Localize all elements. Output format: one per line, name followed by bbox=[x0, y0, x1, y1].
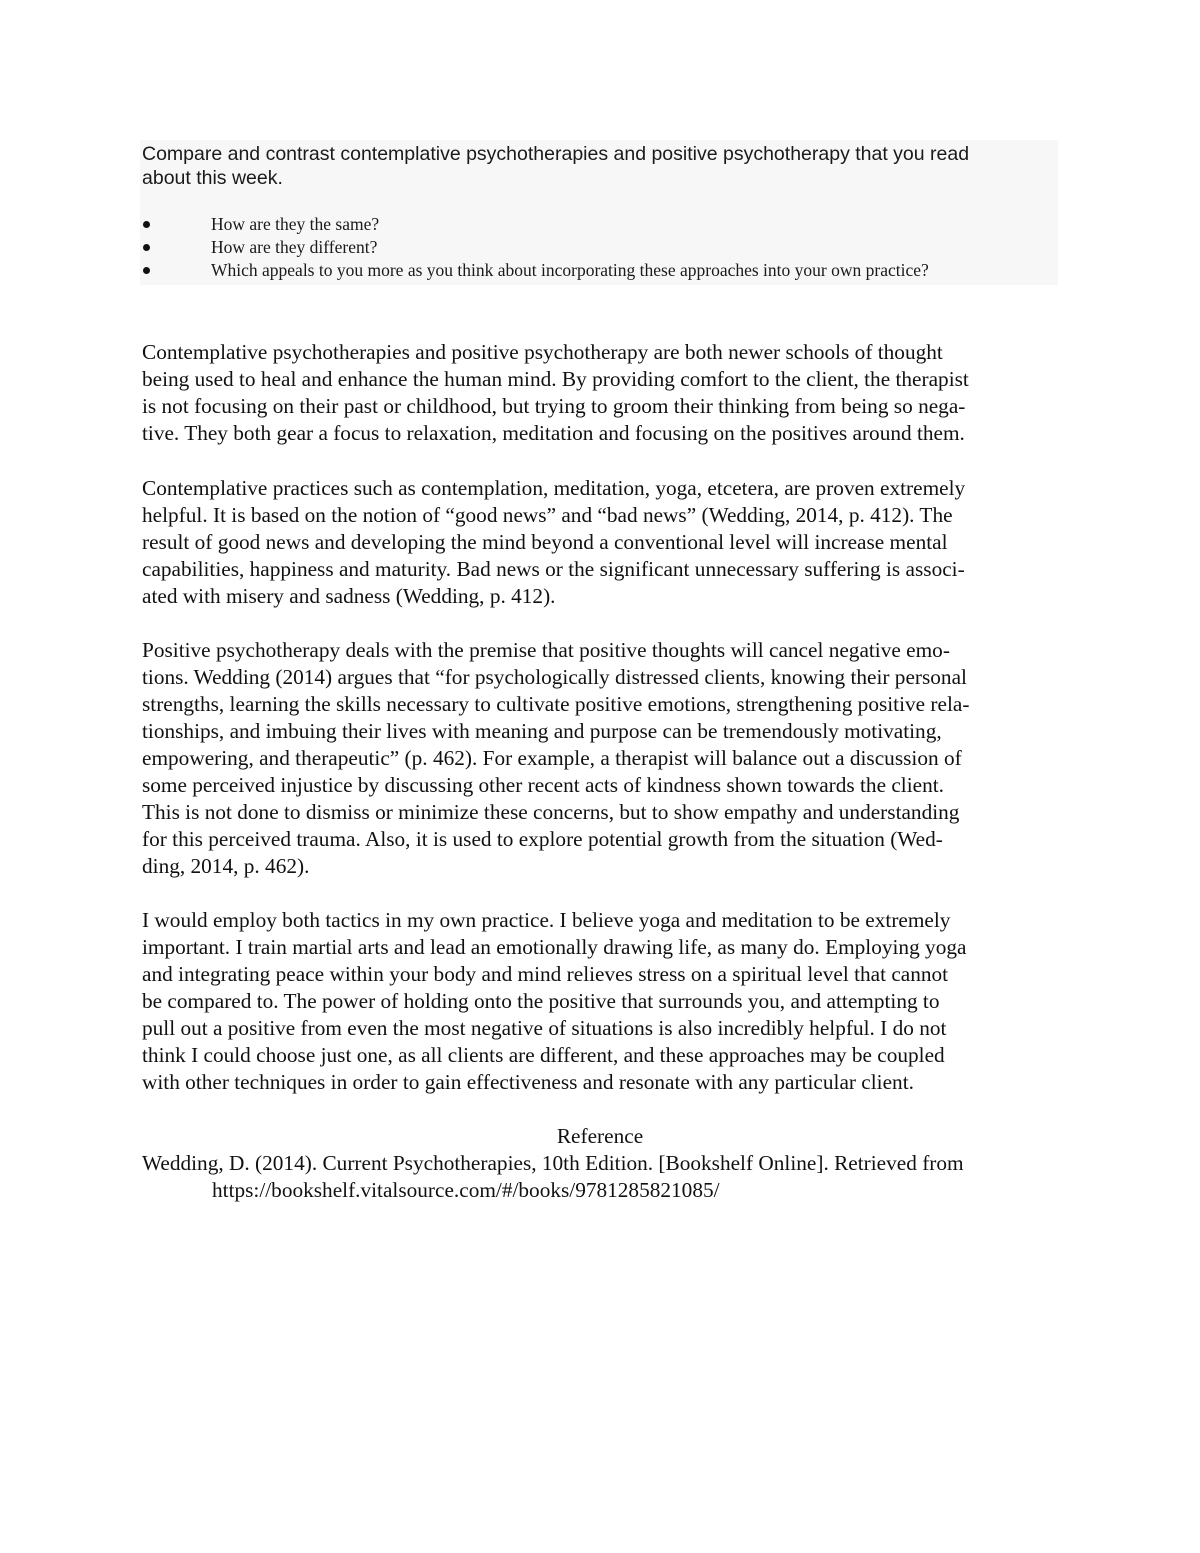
bullet-icon bbox=[143, 267, 150, 274]
prompt-question bbox=[142, 142, 1047, 190]
paragraph-line: ding, 2014, p. 462). bbox=[142, 854, 310, 878]
paragraph-line: is not focusing on their past or childhood, but trying to groom their thinking from being so nega- bbox=[142, 394, 966, 418]
paragraph-line: Positive psychotherapy deals with the premise that positive thoughts will cancel negative emo- bbox=[142, 638, 950, 662]
paragraph-line: ated with misery and sadness (Wedding, p. 412). bbox=[142, 584, 556, 608]
body-paragraph-2 bbox=[142, 475, 1062, 610]
paragraph-line: empowering, and therapeutic” (p. 462). For example, a therapist will balance out a discussion of bbox=[142, 746, 962, 770]
paragraph-line: and integrating peace within your body and mind relieves stress on a spiritual level that cannot bbox=[142, 962, 949, 986]
paragraph-line: with other techniques in order to gain effectiveness and resonate with any particular client. bbox=[142, 1070, 914, 1094]
paragraph-line: Contemplative practices such as contemplation, meditation, yoga, etcetera, are proven extremely bbox=[142, 476, 966, 500]
paragraph-line: Contemplative psychotherapies and positive psychotherapy are both newer schools of thought bbox=[142, 340, 943, 364]
reference-url[interactable]: https://bookshelf.vitalsource.com/#/books/9781285821085/ bbox=[212, 1178, 720, 1202]
prompt-bullet-list bbox=[142, 213, 1062, 282]
prompt-line-2: about this week. bbox=[142, 167, 283, 189]
paragraph-line: capabilities, happiness and maturity. Bad news or the significant unnecessary suffering is associ- bbox=[142, 557, 965, 581]
paragraph-line: This is not done to dismiss or minimize these concerns, but to show empathy and understanding bbox=[142, 800, 960, 824]
bullet-icon bbox=[143, 244, 150, 251]
prompt-bullet-item bbox=[142, 236, 1062, 259]
bullet-icon bbox=[143, 221, 150, 228]
prompt-bullet-text: How are they the same? bbox=[211, 214, 380, 234]
paragraph-line: tions. Wedding (2014) argues that “for psychologically distressed clients, knowing their personal bbox=[142, 665, 967, 689]
paragraph-line: some perceived injustice by discussing other recent acts of kindness shown towards the client. bbox=[142, 773, 944, 797]
body-paragraph-1 bbox=[142, 339, 1062, 447]
prompt-bullet-item bbox=[142, 213, 1062, 236]
paragraph-line: be compared to. The power of holding onto the positive that surrounds you, and attempting to bbox=[142, 989, 940, 1013]
reference-heading: Reference bbox=[556, 1124, 644, 1148]
body-paragraph-3 bbox=[142, 637, 1062, 880]
reference-entry bbox=[142, 1150, 1062, 1204]
paragraph-line: I would employ both tactics in my own practice. I believe yoga and meditation to be extremely bbox=[142, 908, 951, 932]
paragraph-line: think I could choose just one, as all clients are different, and these approaches may be coupled bbox=[142, 1043, 945, 1067]
paragraph-line: important. I train martial arts and lead an emotionally drawing life, as many do. Employing yoga bbox=[142, 935, 967, 959]
prompt-bullet-text: Which appeals to you more as you think about incorporating these approaches into your own practice? bbox=[211, 260, 929, 280]
prompt-bullet-item bbox=[142, 259, 1062, 282]
prompt-line-1: Compare and contrast contemplative psychotherapies and positive psychotherapy that you read bbox=[142, 143, 970, 165]
paragraph-line: tive. They both gear a focus to relaxation, meditation and focusing on the positives around them. bbox=[142, 421, 965, 445]
paragraph-line: helpful. It is based on the notion of “good news” and “bad news” (Wedding, 2014, p. 412). The bbox=[142, 503, 953, 527]
prompt-bullet-text: How are they different? bbox=[211, 237, 378, 257]
paragraph-line: result of good news and developing the mind beyond a conventional level will increase mental bbox=[142, 530, 948, 554]
paragraph-line: strengths, learning the skills necessary to cultivate positive emotions, strengthening positive rela- bbox=[142, 692, 970, 716]
paragraph-line: pull out a positive from even the most negative of situations is also incredibly helpful. I do not bbox=[142, 1016, 947, 1040]
reference-line-1: Wedding, D. (2014). Current Psychotherapies, 10th Edition. [Bookshelf Online]. Retrieved from bbox=[142, 1151, 964, 1175]
paragraph-line: being used to heal and enhance the human mind. By providing comfort to the client, the therapist bbox=[142, 367, 969, 391]
body-paragraph-4 bbox=[142, 907, 1062, 1096]
paragraph-line: for this perceived trauma. Also, it is used to explore potential growth from the situation (Wed- bbox=[142, 827, 943, 851]
paragraph-line: tionships, and imbuing their lives with meaning and purpose can be tremendously motivating, bbox=[142, 719, 942, 743]
